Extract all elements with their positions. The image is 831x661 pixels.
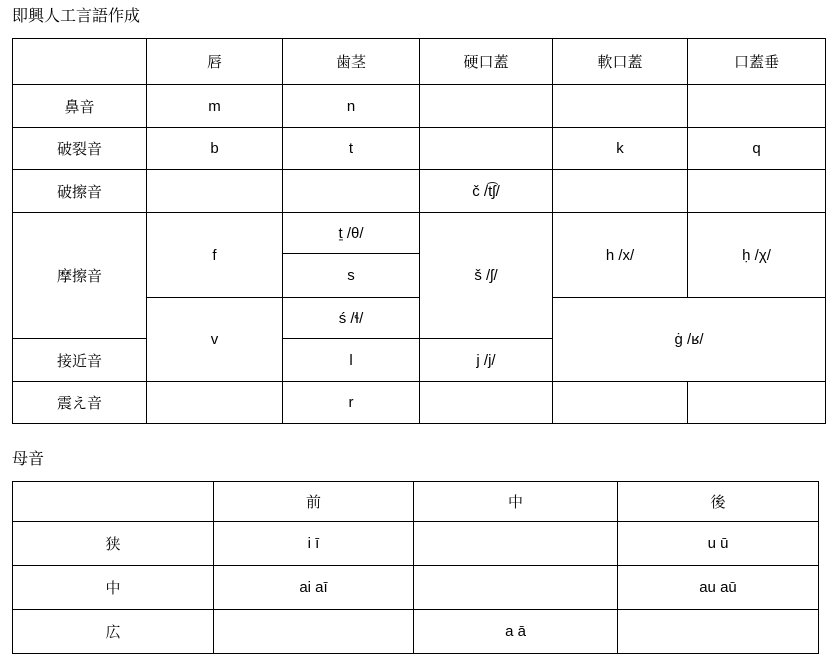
cell-fricative-alveolar-lateral: ś /ɬ/ (283, 298, 420, 339)
cell-open-front (214, 610, 414, 654)
mid-vowel-row (13, 566, 819, 610)
cell-plosive-labial: b (147, 128, 283, 170)
vowel-table (12, 481, 819, 654)
cell-fricative-alveolar-dental: ṯ /θ/ (283, 213, 420, 254)
cell-fricative-labial: f (147, 213, 283, 298)
cell-close-front: i ī (214, 522, 414, 566)
cell-fricative-palatal: š /ʃ/ (420, 213, 553, 339)
column-header-back: 後 (618, 482, 819, 522)
cell-nasal-labial: m (147, 85, 283, 128)
cell-affricate-velar (553, 170, 688, 213)
cell-fricative-alveolar-sibilant: s (283, 254, 420, 298)
cell-close-central (414, 522, 618, 566)
vowel-header-row (13, 482, 819, 522)
open-vowel-row (13, 610, 819, 654)
cell-fricative-uvular: ḥ /χ/ (688, 213, 826, 298)
cell-trill-uvular (688, 382, 826, 424)
column-header-central: 中 (414, 482, 618, 522)
cell-approximant-velar-uvular: ġ /ʁ/ (553, 298, 826, 382)
column-header-front: 前 (214, 482, 414, 522)
cell-affricate-alveolar (283, 170, 420, 213)
vowel-corner-cell (13, 482, 214, 522)
cell-approximant-labial: v (147, 298, 283, 382)
cell-close-back: u ū (618, 522, 819, 566)
row-label-nasal: 鼻音 (13, 85, 147, 128)
cell-nasal-velar (553, 85, 688, 128)
column-header-labial: 唇 (147, 39, 283, 85)
row-label-approximant: 接近音 (13, 339, 147, 382)
consonant-section-title: 即興人工言語作成 (12, 8, 141, 25)
cell-plosive-uvular: q (688, 128, 826, 170)
cell-trill-velar (553, 382, 688, 424)
consonant-header-row (13, 39, 826, 85)
plosive-row (13, 128, 826, 170)
cell-plosive-velar: k (553, 128, 688, 170)
row-label-mid: 中 (13, 566, 214, 610)
row-label-fricative: 摩擦音 (13, 213, 147, 339)
close-vowel-row (13, 522, 819, 566)
cell-affricate-labial (147, 170, 283, 213)
trill-row (13, 382, 826, 424)
cell-plosive-alveolar: t (283, 128, 420, 170)
cell-trill-labial (147, 382, 283, 424)
nasal-row (13, 85, 826, 128)
vowel-section-title: 母音 (12, 451, 45, 468)
column-header-palatal: 硬口蓋 (420, 39, 553, 85)
cell-trill-palatal (420, 382, 553, 424)
cell-mid-front: ai aī (214, 566, 414, 610)
row-label-close: 狭 (13, 522, 214, 566)
row-label-affricate: 破擦音 (13, 170, 147, 213)
row-label-open: 広 (13, 610, 214, 654)
cell-trill-alveolar: r (283, 382, 420, 424)
corner-cell (13, 39, 147, 85)
fricative-row-1 (13, 213, 826, 254)
affricate-row (13, 170, 826, 213)
row-label-trill: 震え音 (13, 382, 147, 424)
cell-approximant-alveolar: l (283, 339, 420, 382)
cell-affricate-palatal: č /t͡ʃ/ (420, 170, 553, 213)
cell-nasal-palatal (420, 85, 553, 128)
cell-fricative-velar: h /x/ (553, 213, 688, 298)
cell-open-back (618, 610, 819, 654)
cell-mid-back: au aū (618, 566, 819, 610)
cell-open-central: a ā (414, 610, 618, 654)
column-header-uvular: 口蓋垂 (688, 39, 826, 85)
cell-nasal-uvular (688, 85, 826, 128)
cell-nasal-alveolar: n (283, 85, 420, 128)
cell-plosive-palatal (420, 128, 553, 170)
column-header-alveolar: 歯茎 (283, 39, 420, 85)
consonant-table (12, 38, 826, 424)
cell-approximant-palatal: j /j/ (420, 339, 553, 382)
cell-mid-central (414, 566, 618, 610)
cell-affricate-uvular (688, 170, 826, 213)
row-label-plosive: 破裂音 (13, 128, 147, 170)
column-header-velar: 軟口蓋 (553, 39, 688, 85)
